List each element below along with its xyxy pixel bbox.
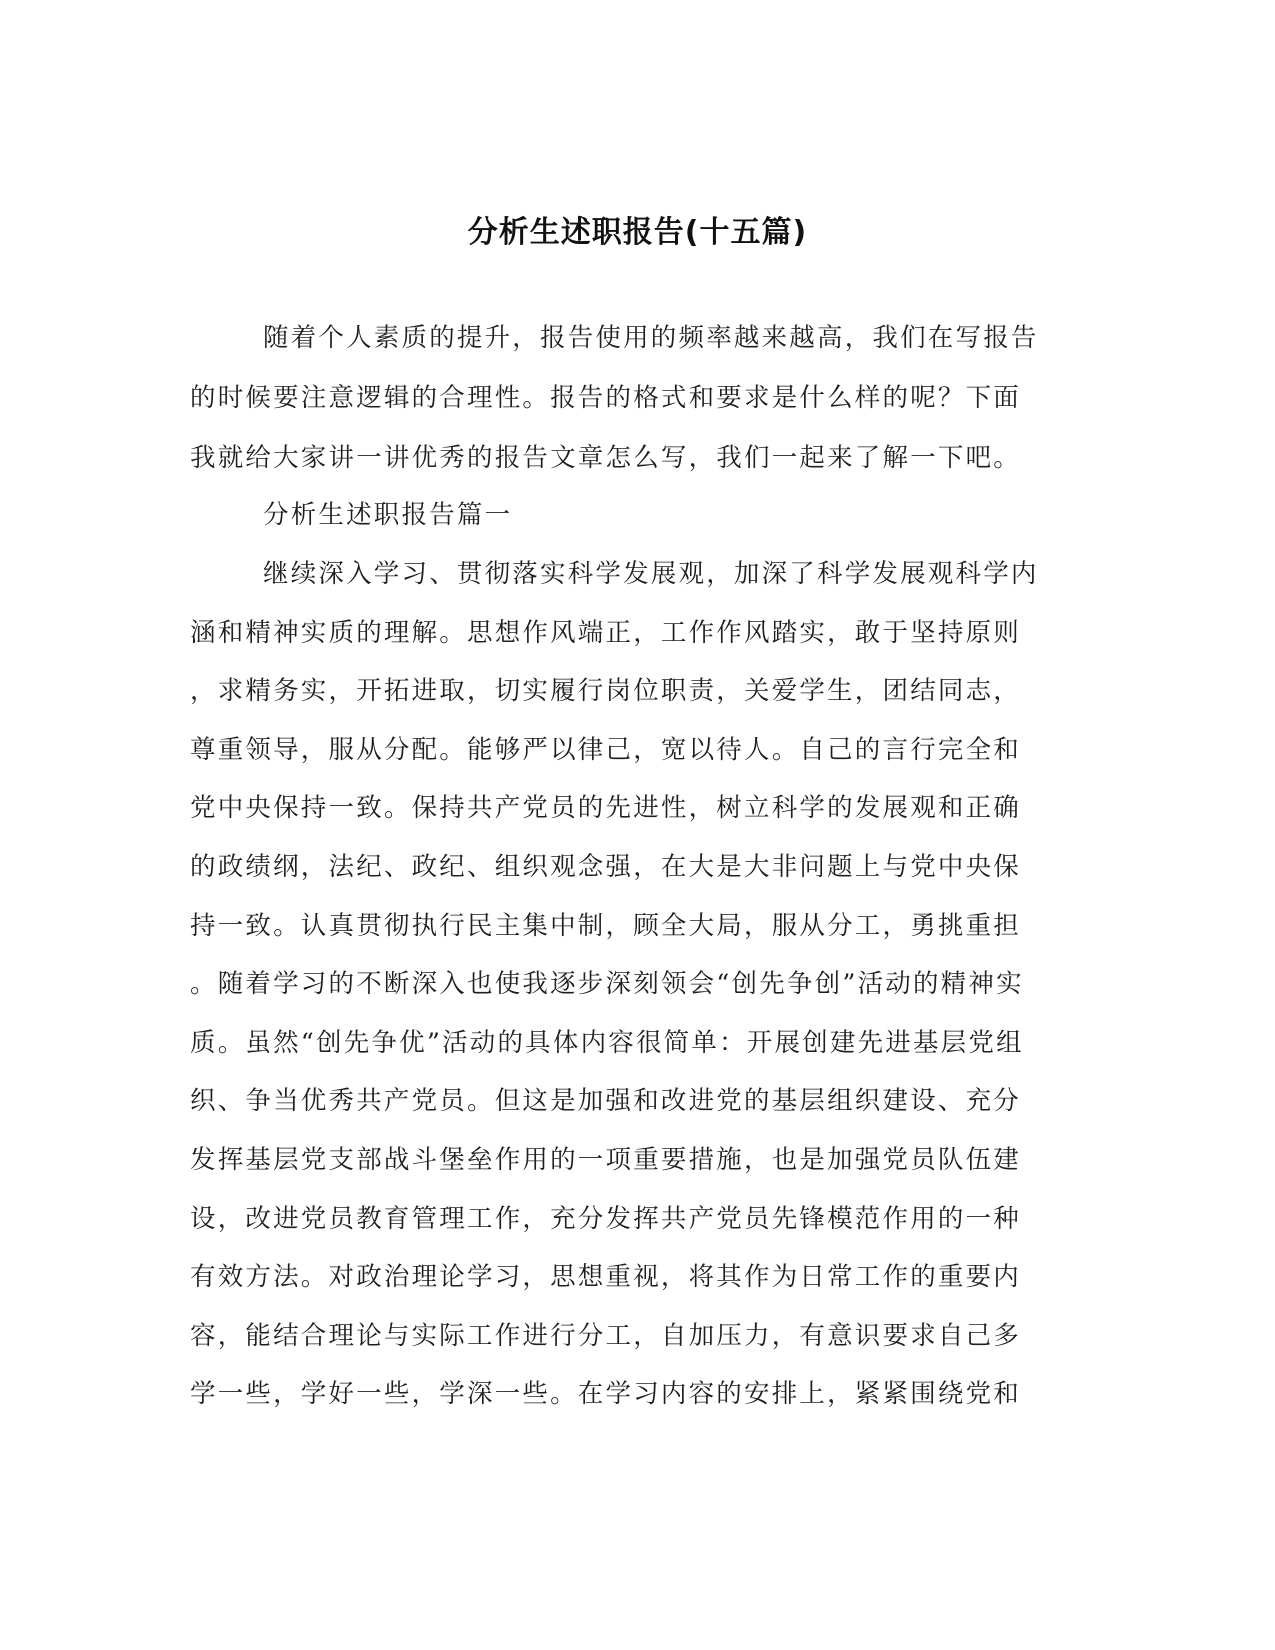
paragraph-line: 继续深入学习、贯彻落实科学发展观，加深了科学发展观科学内 [263,559,1039,589]
paragraph-line: 。随着学习的不断深入也使我逐步深刻领会“创先争创”活动的精神实 [190,969,1024,999]
paragraph-line: 尊重领导，服从分配。能够严以律己，宽以待人。自己的言行完全和 [190,735,1022,765]
paragraph-line: 持一致。认真贯彻执行民主集中制，顾全大局，服从分工，勇挑重担 [190,911,1022,941]
section-heading: 分析生述职报告篇一 [263,500,513,530]
paragraph-line: 织、争当优秀共产党员。但这是加强和改进党的基层组织建设、充分 [190,1086,1022,1116]
document-title: 分析生述职报告(十五篇) [467,215,808,250]
paragraph-line: 设，改进党员教育管理工作，充分发挥共产党员先锋模范作用的一种 [190,1204,1022,1234]
paragraph-line: 质。虽然“创先争优”活动的具体内容很简单：开展创建先进基层党组 [190,1028,1024,1058]
paragraph-line: 的政绩纲，法纪、政纪、组织观念强，在大是大非问题上与党中央保 [190,852,1022,882]
paragraph-line: 发挥基层党支部战斗堡垒作用的一项重要措施，也是加强党员队伍建 [190,1145,1022,1175]
paragraph-line: 涵和精神实质的理解。思想作风端正，工作作风踏实，敢于坚持原则 [190,618,1022,648]
paragraph-line: 的时候要注意逻辑的合理性。报告的格式和要求是什么样的呢？下面 [190,383,1022,413]
paragraph-line: 容，能结合理论与实际工作进行分工，自加压力，有意识要求自己多 [190,1321,1022,1351]
paragraph-line: 学一些，学好一些，学深一些。在学习内容的安排上，紧紧围绕党和 [190,1379,1022,1409]
paragraph-line: 随着个人素质的提升，报告使用的频率越来越高，我们在写报告 [263,323,1039,353]
paragraph-line: 我就给大家讲一讲优秀的报告文章怎么写，我们一起来了解一下吧。 [190,443,1022,473]
paragraph-line: 有效方法。对政治理论学习，思想重视，将其作为日常工作的重要内 [190,1262,1022,1292]
paragraph-line: 党中央保持一致。保持共产党员的先进性，树立科学的发展观和正确 [190,793,1022,823]
paragraph-line: ，求精务实，开拓进取，切实履行岗位职责，关爱学生，团结同志， [190,676,1022,706]
